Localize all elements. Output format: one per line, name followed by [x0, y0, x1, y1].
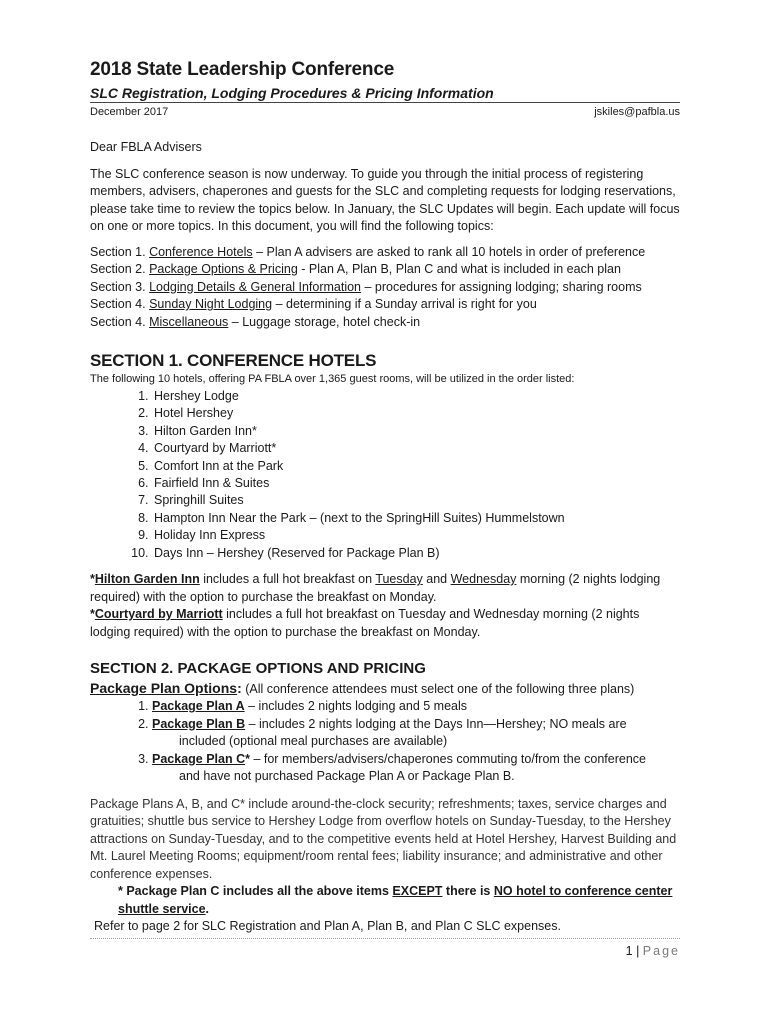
document-subtitle: SLC Registration, Lodging Procedures & Pricing Information — [90, 85, 494, 101]
meta-row — [90, 102, 680, 119]
hotel-item: 6. Fairfield Inn & Suites — [152, 475, 680, 492]
topic-item: Section 3. Lodging Details & General Information – procedures for assigning lodging; sharing rooms — [90, 279, 642, 294]
hotel-item: 4. Courtyard by Marriott* — [152, 440, 680, 457]
hilton-note: *Hilton Garden Inn includes a full hot breakfast on Tuesday and Wednesday morning (2 nights lodging required) with the option to purchase the breakfast on Monday. — [90, 572, 661, 604]
plan-item: 3. Package Plan C* – for members/advisers/chaperones commuting to/from the conference and have not purchased Package Plan A or Package Plan B. — [152, 751, 680, 786]
topic-list — [90, 244, 680, 332]
hotel-item: 7. Springhill Suites — [152, 492, 680, 509]
plan-item: 1. Package Plan A – includes 2 nights lodging and 5 meals — [152, 698, 680, 716]
page-label: Page — [642, 944, 680, 958]
topic-link-package-options[interactable]: Package Options & Pricing — [149, 262, 298, 276]
hotel-item: 2. Hotel Hershey — [152, 405, 680, 422]
topic-item: Section 2. Package Options & Pricing - Plan A, Plan B, Plan C and what is included in each plan — [90, 262, 621, 276]
topic-link-miscellaneous[interactable]: Miscellaneous — [149, 314, 229, 329]
hotel-list — [90, 388, 680, 562]
contact-email: jskiles@pafbla.us — [594, 106, 680, 118]
topic-item: Section 4. Sunday Night Lodging – determining if a Sunday arrival is right for you — [90, 297, 537, 311]
hotel-item: 1. Hershey Lodge — [152, 388, 680, 405]
topic-link-lodging-details[interactable]: Lodging Details & General Information — [149, 279, 362, 294]
page-number: 1 — [625, 944, 633, 958]
intro-paragraph: The SLC conference season is now underway. To guide you through the initial process of registering members, advisers, chaperones and guests for the SLC and completing requests for lodging reservations, please take time to review the topics below. In January, the SLC Updates will begin. Each update will focus on one or more topics. In this document, you will find the following topics: — [90, 166, 680, 233]
page-footer: 1 | Page — [90, 938, 680, 958]
courtyard-note: *Courtyard by Marriott includes a full hot breakfast on Tuesday and Wednesday morning (2 nights lodging required) with the option to purchase the breakfast on Monday. — [90, 607, 640, 639]
section1-lead: The following 10 hotels, offering PA FBLA over 1,365 guest rooms, will be utilized in the order listed: — [90, 373, 575, 385]
hotel-item: 3. Hilton Garden Inn* — [152, 423, 680, 440]
document-title: 2018 State Leadership Conference — [90, 59, 395, 80]
topic-link-sunday-lodging[interactable]: Sunday Night Lodging — [149, 297, 273, 311]
hotel-item: 9. Holiday Inn Express — [152, 527, 680, 544]
greeting: Dear FBLA Advisers — [90, 140, 202, 154]
plan-item: 2. Package Plan B – includes 2 nights lodging at the Days Inn—Hershey; NO meals are included (optional meal purchases are available) — [152, 716, 680, 751]
section2-heading: SECTION 2. PACKAGE OPTIONS AND PRICING — [90, 660, 426, 678]
plan-options-heading: Package Plan Options: (All conference attendees must select one of the following three plans) — [90, 680, 635, 697]
refer-note: Refer to page 2 for SLC Registration and Plan A, Plan B, and Plan C SLC expenses. — [94, 919, 561, 934]
section1-heading: SECTION 1. CONFERENCE HOTELS — [90, 351, 377, 370]
hotel-notes — [90, 571, 680, 641]
topic-item: Section 4. Miscellaneous – Luggage storage, hotel check-in — [90, 314, 421, 329]
hotel-item: 8. Hampton Inn Near the Park – (next to the SpringHill Suites) Hummelstown — [152, 510, 680, 527]
hotel-item: 5. Comfort Inn at the Park — [152, 458, 680, 475]
topic-item: Section 1. Conference Hotels – Plan A advisers are asked to rank all 10 hotels in order of preference — [90, 244, 646, 259]
plan-c-note: * Package Plan C includes all the above items EXCEPT there is NO hotel to conference center shuttle service. — [118, 884, 673, 916]
topic-link-conference-hotels[interactable]: Conference Hotels — [149, 244, 253, 259]
document-date: December 2017 — [90, 106, 169, 118]
plan-list — [90, 698, 680, 786]
includes-paragraph: Package Plans A, B, and C* include around-the-clock security; refreshments; taxes, service charges and gratuities; shuttle bus service to Hershey Lodge from overflow hotels on Sunday-Tuesday, to the Hershey attractions on Sunday-Tuesday, and to the competitive events held at Hotel Hershey, Harvest Building and Mt. Laurel Meeting Rooms; equipment/room rental fees; liability insurance; and administrative and other conference expenses. — [90, 796, 677, 881]
hotel-item: 10. Days Inn – Hershey (Reserved for Package Plan B) — [152, 545, 680, 562]
